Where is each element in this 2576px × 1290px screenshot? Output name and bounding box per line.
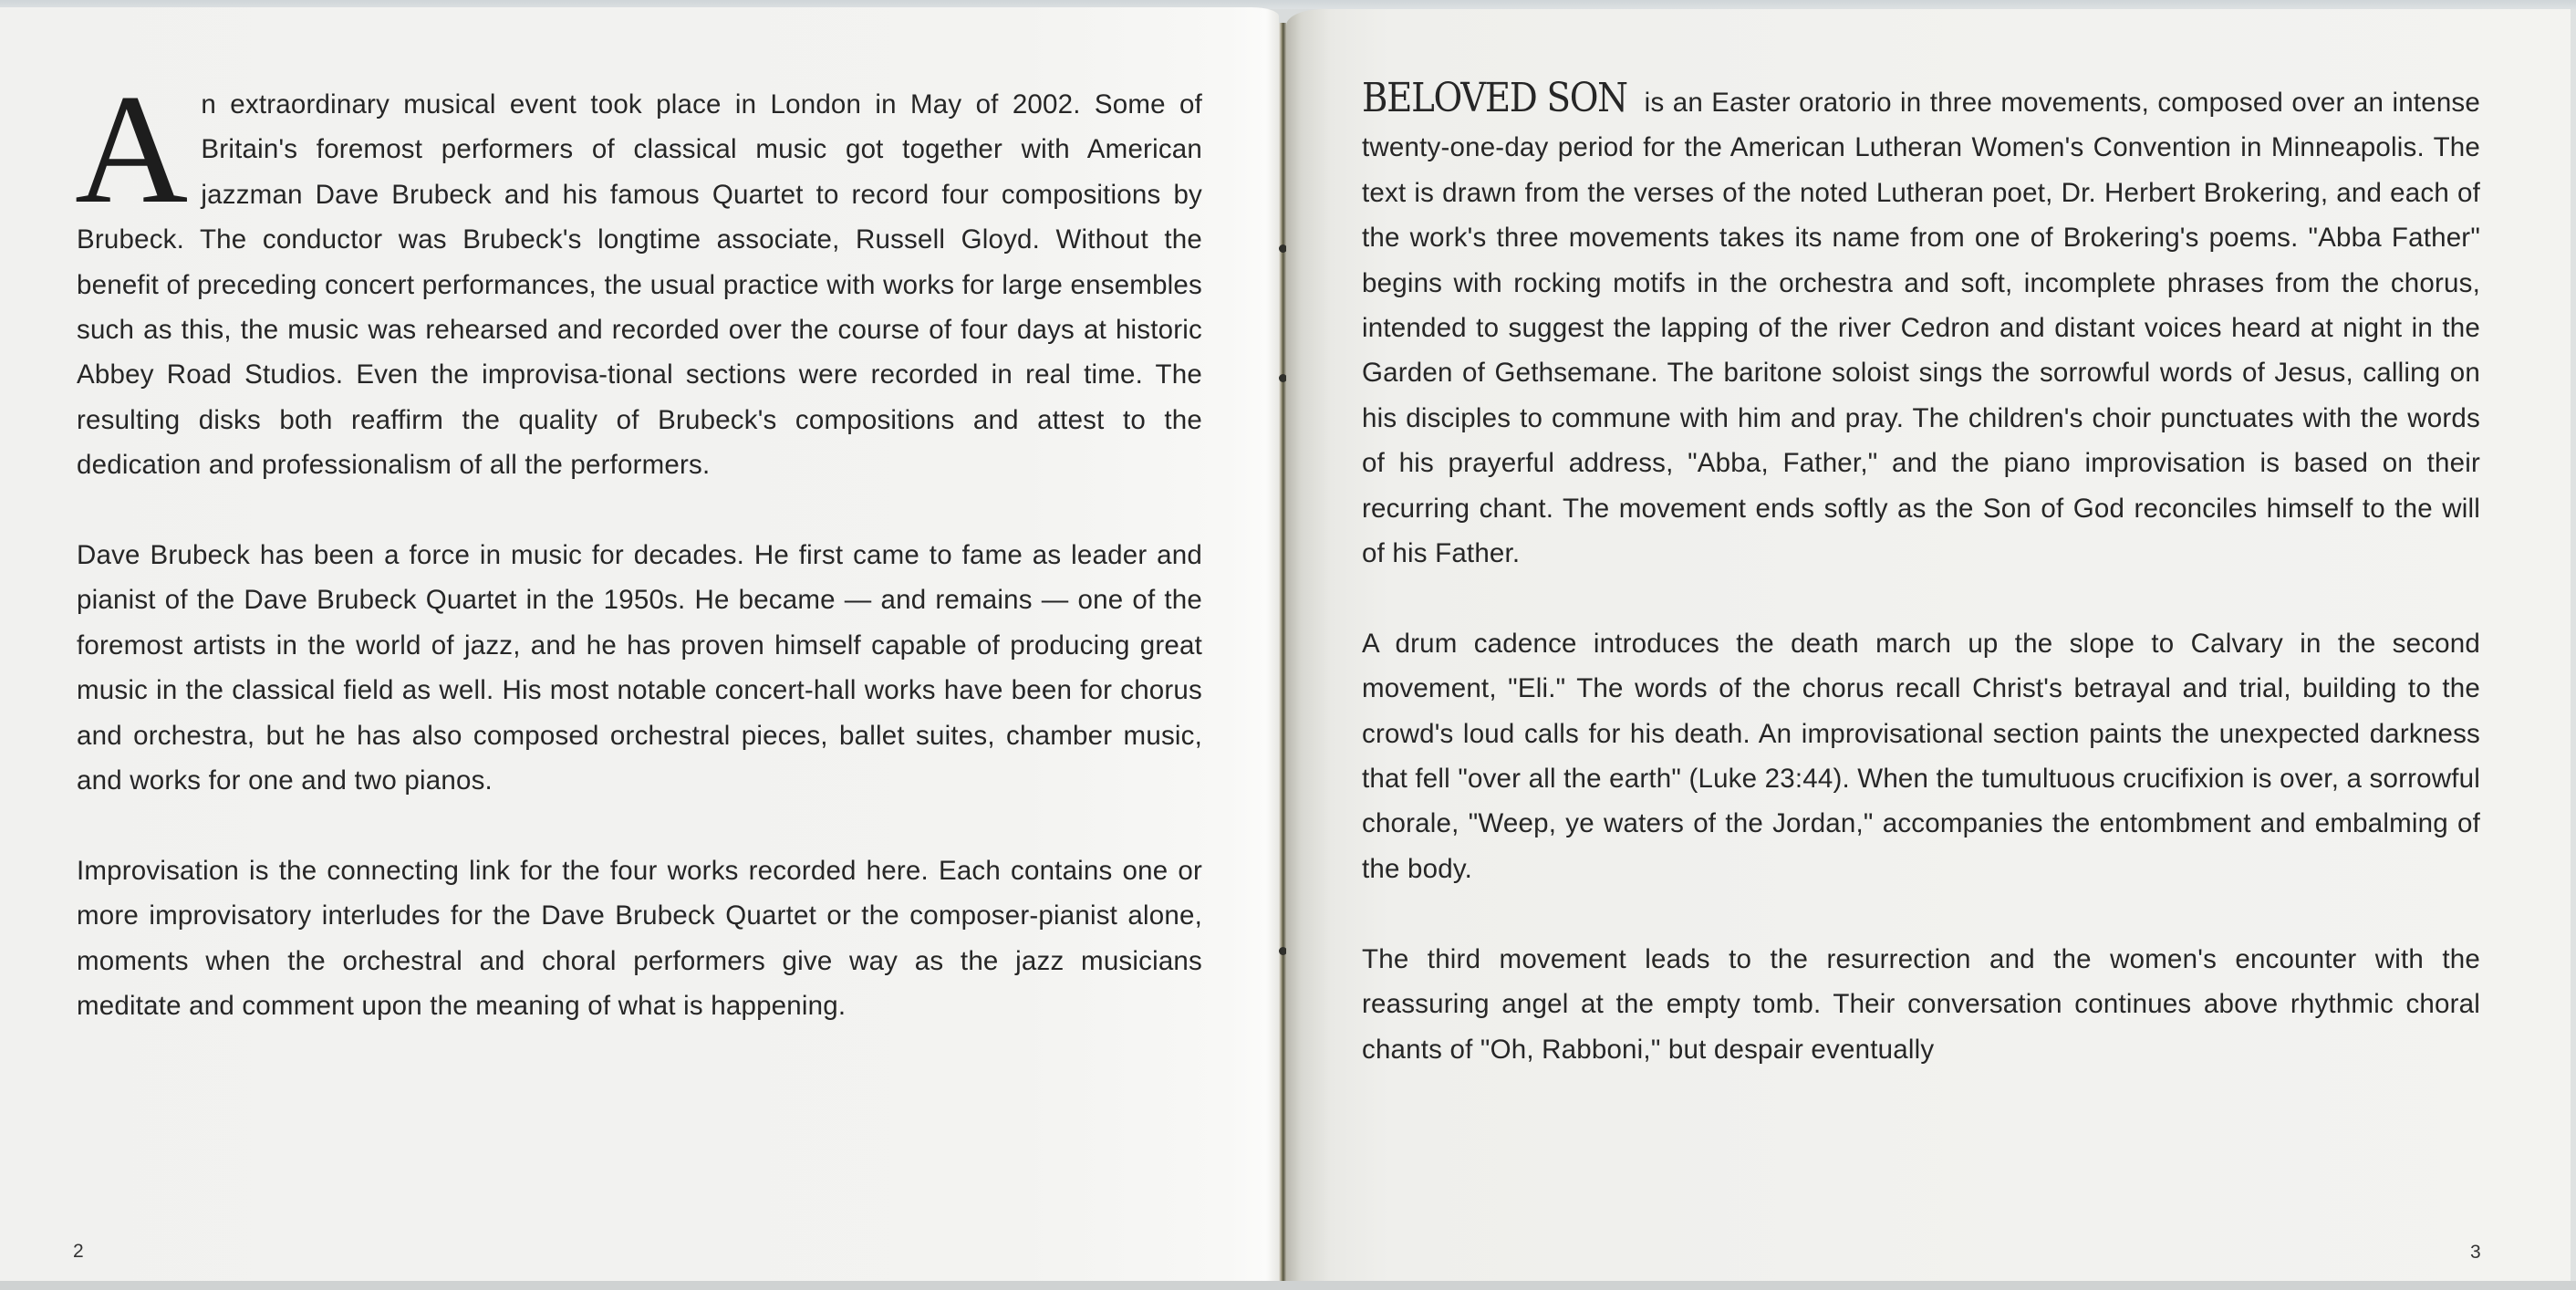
left-page-body xyxy=(75,63,1202,1029)
improvisation-paragraph: Improvisation is the connecting link for the four works recorded here. Each contains one or more improvisatory interludes for the Dave Brubeck Quartet or the composer-pianist alone, moments when the orchestral and choral performers give way as the jazz musicians meditate and comment upon the meaning of what is happening. xyxy=(77,855,1202,1022)
first-movement-text: is an Easter oratorio in three movements, composed over an intense twenty-one-day period for the American Lutheran Women's Convention in Minneapolis. The text is drawn from the verses of the noted Lutheran poet, Dr. Herbert Brokering, and each of the work's three movements takes its name from one of Brokering's poems. "Abba Father" begins with rocking motifs in the orchestra and soft, incomplete phrases from the chorus, intended to suggest the lapping of the river Cedron and distant voices heard at night in the Garden of Gethsemane. The baritone soloist sings the sorrowful words of Jesus, calling on his disciples to commune with him and pray. The children's choir punctuates with the words of his prayerful address, "Abba, Father," and the piano improvisation is based on their recurring chant. The movement ends softly as the Son of God reconciles himself to the will of his Father. xyxy=(1362,88,2480,569)
first-movement-paragraph xyxy=(1362,76,2480,576)
right-page xyxy=(1286,9,2571,1281)
intro-paragraph xyxy=(75,63,1202,488)
third-movement-paragraph: The third movement leads to the resurrection and the women's encounter with the reassuring angel at the empty tomb. Their conversation continues above rhythmic choral chants of "Oh, Rabboni," but despair eventually xyxy=(1362,943,2480,1065)
scan-bottom-edge xyxy=(0,1281,2576,1290)
right-page-body xyxy=(1362,76,2480,1072)
biography-paragraph: Dave Brubeck has been a force in music for decades. He first came to fame as leader and pianist of the Dave Brubeck Quartet in the 1950s. He became — and remains — one of the foremost artists in the world of jazz, and he has proven himself capable of producing great music in the classical field as well. His most notable concert-hall works have been for chorus and orchestra, but he has also composed orchestral pieces, ballet suites, chamber music, and works for one and two pianos. xyxy=(77,540,1202,796)
book-spine xyxy=(1279,23,1286,1285)
second-movement-paragraph: A drum cadence introduces the death march up the slope to Calvary in the second movement, "Eli." The words of the chorus recall Christ's betrayal and trial, building to the crowd's loud calls for his death. An improvisational section paints the unexpected darkness that fell "over all the earth" (Luke 23:44). When the tumultuous crucifixion is over, a sorrowful chorale, "Weep, ye waters of the Jordan," accompanies the entombment and embalming of the body. xyxy=(1362,628,2480,884)
page-number-right: 3 xyxy=(2470,1242,2481,1263)
left-page xyxy=(0,7,1279,1281)
scan-right-edge xyxy=(2571,9,2576,1281)
drop-cap: A xyxy=(75,63,189,236)
intro-paragraph-text: n extraordinary musical event took place in London in May of 2002. Some of Britain's foremost performers of classical music got together with American jazzman Dave Brubeck and his famous Quartet to record four compositions by Brubeck. The conductor was Brubeck's longtime associate, Russell Gloyd. Without the benefit of preceding concert performances, the usual practice with works for large ensembles such as this, the music was rehearsed and recorded over the course of four days at historic Abbey Road Studios. Even the improvisa-tional sections were recorded in real time. The resulting disks both reaffirm the quality of Brubeck's compositions and attest to the dedication and professionalism of all the performers. xyxy=(77,89,1202,481)
work-title: BELOVED SON xyxy=(1362,75,1627,121)
page-number-left: 2 xyxy=(73,1241,84,1262)
